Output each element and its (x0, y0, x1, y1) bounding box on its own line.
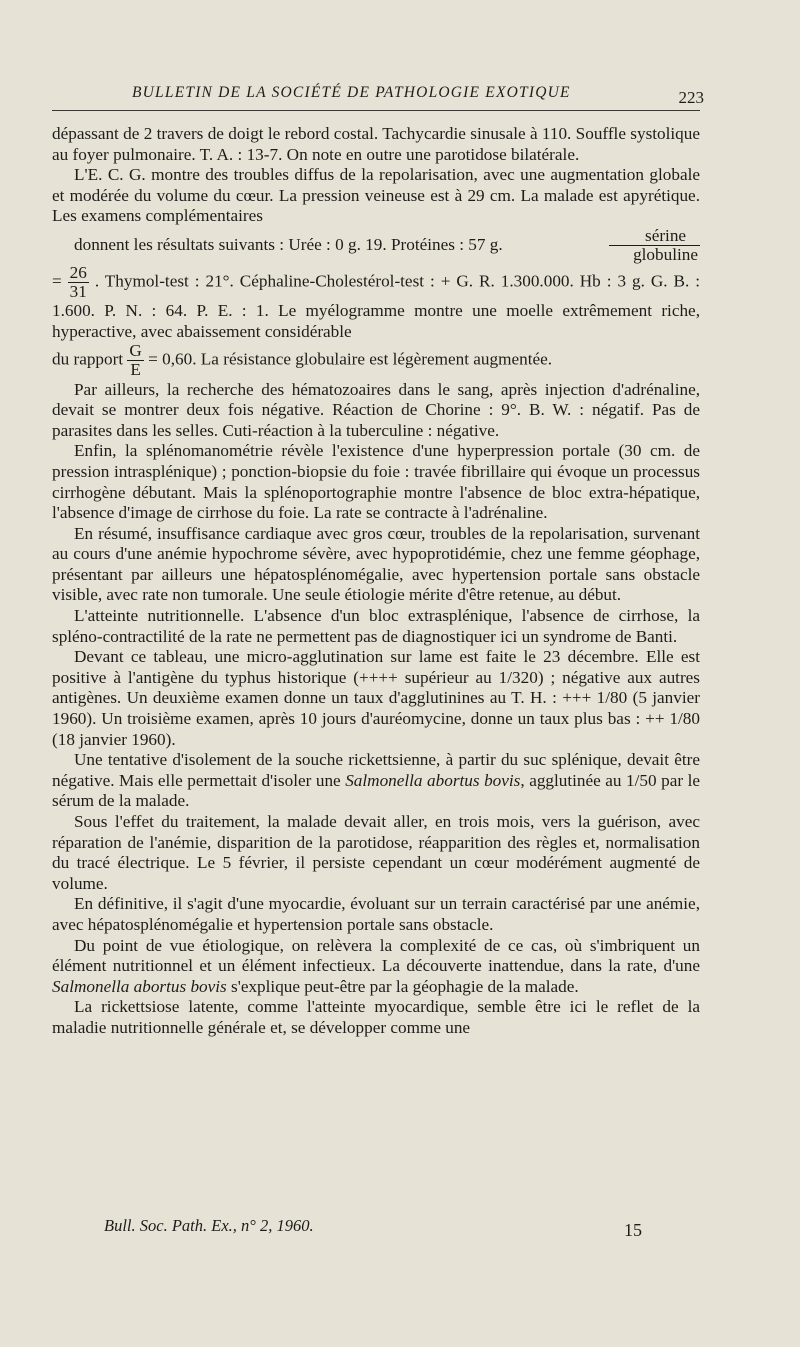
species-name: Salmonella abortus bovis (345, 770, 521, 790)
text-run: Une tentative d'isolement de la souche rickettsienne, à partir du suc splénique, devait être négative. Mais elle permettait d'isoler une (52, 750, 700, 790)
fraction-serine-globuline (609, 227, 700, 264)
paragraph: En résumé, insuffisance cardiaque avec gros cœur, troubles de la repolarisation, survenant au cours d'une anémie hypochrome sévère, avec hypoprotidémie, chez une femme géophage, présentant par ailleurs une hépatosplénomégalie, avec hypertension portale sans obstacle visible, avec rate non tumorale. Une seule étiologie mérite d'être retenue, au début. (52, 523, 700, 605)
fraction-denominator: 31 (69, 282, 87, 302)
paragraph: Enfin, la splénomanométrie révèle l'existence d'une hyperpression portale (30 cm. de pression intrasplénique) ; ponction-biopsie du foie : travée fibrillaire qui évoque un processus cirrhogène débutant. Mais la splénoportographie montre l'absence de bloc extra-hépatique, l'absence d'image de cirrhose du foie. La rate se contracte à l'adrénaline. (52, 441, 700, 523)
paragraph: dépassant de 2 travers de doigt le rebord costal. Tachycardie sinusale à 110. Souffle systolique au foyer pulmonaire. T. A. : 13-7. On note en outre une parotidose bilatérale. (52, 124, 700, 164)
equals-sign: = (52, 271, 62, 291)
text-run: Du point de vue étiologique, on relèvera la complexité de ce cas, où s'imbriquent un élément nutritionnel et un élément infectieux. La découverte inattendue, dans la rate, d'une (52, 935, 700, 976)
signature-mark: 15 (624, 1220, 642, 1240)
paragraph: Devant ce tableau, une micro-agglutination sur lame est faite le 23 décembre. Elle est positive à l'antigène du typhus historique (++++ supérieur au 1/320) ; négative aux autres antigènes. Un deuxième examen donne un taux d'agglutinines au T. H. : +++ 1/80 (5 janvier 1960). Un troisième examen, après 10 jours d'auréomycine, donne un taux plus bas : ++ 1/80 (18 janvier 1960). (52, 647, 700, 749)
species-name: Salmonella abortus bovis (52, 976, 227, 996)
paragraph-salmonella (52, 750, 700, 812)
formula-line-1 (52, 227, 700, 264)
paragraph-etiology (52, 936, 700, 998)
paragraph: Sous l'effet du traitement, la malade devait aller, en trois mois, vers la guérison, avec réparation de l'anémie, disparition de la parotidose, réapparition des règles et, normalisation du tracé électrique. Le 5 février, il persiste cependant un cœur modérément augmenté de volume. (52, 812, 700, 893)
fraction-numerator: 26 (69, 263, 87, 283)
fraction-numerator: sérine (645, 225, 687, 245)
formula-line-3 (52, 342, 700, 379)
formula-text: . Thymol-test : 21°. Céphaline-Cholestérol-test : + G. R. 1.300.000. Hb : 3 g. G. B. : 1.600. P. N. : 64. P. E. : 1. Le myélogramme montre une moelle extrêmement riche, hyperactive, avec abaissement considérable (52, 271, 701, 341)
page-number: 223 (678, 88, 704, 107)
fraction-denominator: E (127, 360, 143, 379)
paragraph: L'E. C. G. montre des troubles diffus de la repolarisation, avec une augmentation globale et modérée du volume du cœur. La pression veineuse est à 29 cm. La malade est apyrétique. Les examens complémentaires (52, 165, 700, 226)
paragraph: En définitive, il s'agit d'une myocardie, évoluant sur un terrain caractérisé par une anémie, avec hépatosplénomégalie et hypertension portale sans obstacle. (52, 894, 700, 934)
fraction-denominator: globuline (609, 245, 700, 264)
journal-title: BULLETIN DE LA SOCIÉTÉ DE PATHOLOGIE EXOTIQUE (132, 84, 571, 101)
paragraph: La rickettsiose latente, comme l'atteinte myocardique, semble être ici le reflet de la maladie nutritionnelle générale et, se développer comme une (52, 997, 700, 1037)
paragraph: Par ailleurs, la recherche des hématozoaires dans le sang, après injection d'adrénaline, devait se montrer deux fois négative. Réaction de Chorine : 9°. B. W. : négatif. Pas de parasites dans les selles. Cuti-réaction à la tuberculine : négative. (52, 379, 700, 440)
formula-text: du rapport (52, 349, 124, 369)
footer-citation: Bull. Soc. Path. Ex., n° 2, 1960. (104, 1216, 314, 1235)
text-run: , agglutinée au 1/50 par le sérum de la malade. (52, 770, 700, 811)
article-body (52, 124, 700, 1039)
formula-text: = 0,60. La résistance globulaire est légèrement augmentée. (148, 349, 553, 369)
paragraph: L'atteinte nutritionnelle. L'absence d'un bloc extrasplénique, l'absence de cirrhose, la spléno-contractilité de la rate ne permettent pas de diagnostiquer ici un syndrome de Banti. (52, 606, 700, 646)
formula-text: donnent les résultats suivants : Urée : 0 g. 19. Protéines : 57 g. (74, 235, 503, 255)
fraction-numerator: G (129, 341, 142, 361)
formula-line-2 (52, 264, 700, 342)
fraction-26-31 (68, 264, 89, 301)
text-run: s'explique peut-être par la géophagie de la malade. (226, 976, 579, 996)
running-head (52, 84, 704, 111)
fraction-g-e (127, 342, 143, 379)
